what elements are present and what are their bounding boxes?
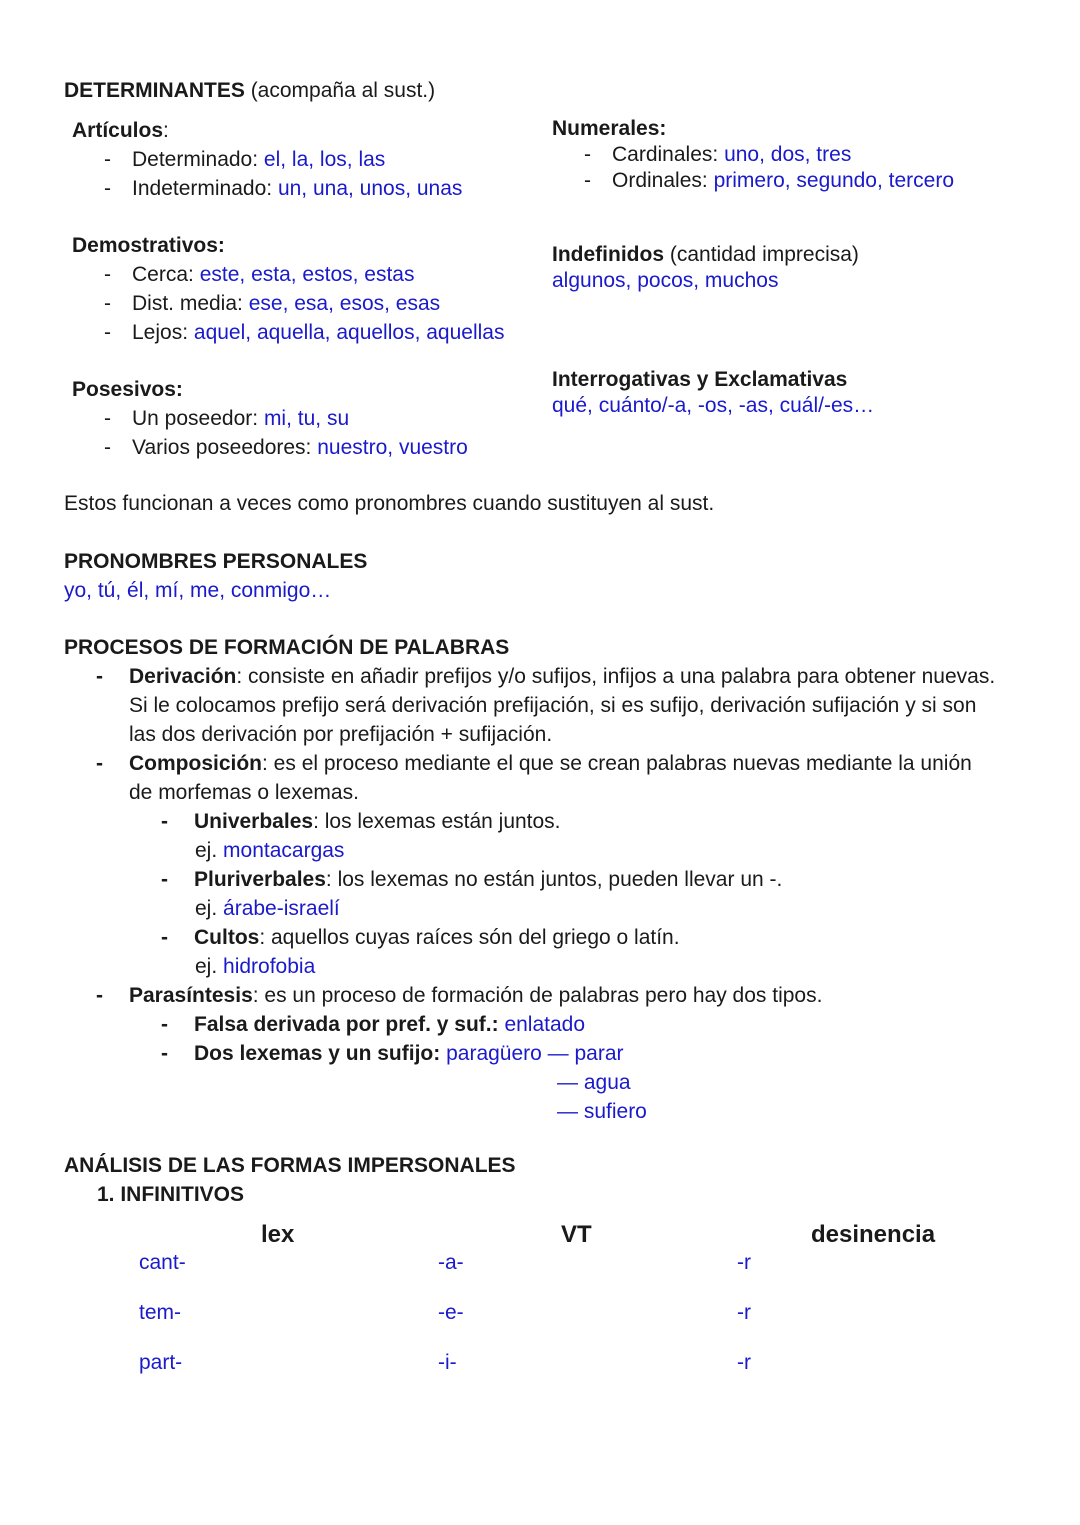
indefinidos-block: Indefinidos (cantidad imprecisa) algunos, pocos, muchos <box>552 243 859 292</box>
list-item: - Indeterminado: un, una, unos, unas <box>104 177 463 200</box>
posesivos-block <box>72 375 468 462</box>
analisis-title: ANÁLISIS DE LAS FORMAS IMPERSONALES <box>64 1154 516 1177</box>
table-cell: -r <box>737 1301 751 1324</box>
pronombres-title: PRONOMBRES PERSONALES <box>64 550 368 573</box>
list-item: - Derivación: consiste en añadir prefijos y/o sufijos, infijos a una palabra para obtener nuevas. <box>96 665 996 688</box>
list-item: - Varios poseedores: nuestro, vuestro <box>104 436 468 459</box>
articulos-block: Artículos: - Determinado: el, la, los, las - Indeterminado: un, una, unos, unas <box>72 116 462 203</box>
procesos-title: PROCESOS DE FORMACIÓN DE PALABRAS <box>64 636 510 659</box>
determinantes-note: Estos funcionan a veces como pronombres cuando sustituyen al sust. <box>64 492 715 515</box>
analisis-block <box>64 1151 516 1209</box>
numerales-block <box>552 116 954 194</box>
interrogativas-examples: qué, cuánto/-a, -os, -as, cuál/-es… <box>552 394 875 417</box>
articulos-heading: Artículos <box>72 119 164 142</box>
determinantes-heading <box>64 76 435 105</box>
table-cell: part- <box>139 1351 183 1374</box>
list-item: - Univerbales: los lexemas están juntos. <box>161 810 561 833</box>
determinantes-title: DETERMINANTES <box>64 79 245 102</box>
interrogativas-block <box>552 367 874 419</box>
list-item: - Dist. media: ese, esa, esos, esas <box>104 292 441 315</box>
list-item: - Falsa derivada por pref. y suf.: enlatado <box>161 1013 586 1036</box>
table-cell: -e- <box>438 1301 464 1324</box>
table-cell: -r <box>737 1251 751 1274</box>
demostrativos-heading: Demostrativos: <box>72 234 225 257</box>
table-header-lex: lex <box>261 1221 295 1248</box>
table-cell: tem- <box>139 1301 181 1324</box>
pronombres-block <box>64 547 367 605</box>
numerales-heading: Numerales: <box>552 117 667 140</box>
table-cell: -a- <box>438 1251 464 1274</box>
demostrativos-block <box>72 231 504 347</box>
table-cell: -r <box>737 1351 751 1374</box>
indefinidos-examples: algunos, pocos, muchos <box>552 269 779 292</box>
posesivos-heading: Posesivos: <box>72 378 183 401</box>
list-item: - Cardinales: uno, dos, tres <box>584 143 852 166</box>
list-item: - Ordinales: primero, segundo, tercero <box>584 169 955 192</box>
table-header-desinencia: desinencia <box>811 1221 936 1248</box>
table-cell: -i- <box>438 1351 457 1374</box>
table-header-vt: VT <box>561 1221 592 1248</box>
list-item: - Pluriverbales: los lexemas no están juntos, pueden llevar un -. <box>161 868 783 891</box>
list-item: - Cerca: este, esta, estos, estas <box>104 263 415 286</box>
infinitivos-heading: 1. INFINITIVOS <box>97 1183 245 1206</box>
list-item: - Determinado: el, la, los, las <box>104 148 386 171</box>
list-item: - Dos lexemas y un sufijo: paragüero — parar <box>161 1042 624 1065</box>
list-item: - Cultos: aquellos cuyas raíces són del griego o latín. <box>161 926 680 949</box>
list-item: - Un poseedor: mi, tu, su <box>104 407 350 430</box>
list-item: - Composición: es el proceso mediante el que se crean palabras nuevas mediante la unión <box>96 752 972 775</box>
pronombres-examples: yo, tú, él, mí, me, conmigo… <box>64 579 332 602</box>
procesos-block: PROCESOS DE FORMACIÓN DE PALABRAS - Derivación: consiste en añadir prefijos y/o sufijos, infijos a una palabra para obtener nuevas. Si le colocamos prefijo será derivación prefijación, si es sufijo, derivación sufijación y si son las dos derivación por prefijación + sufijación. - Composición: es el proceso mediante el que se crean palabras nuevas mediante la unión de morfemas o lexemas. - Univerbales: los lexemas están juntos. ej. montacargas - Pluriverbales: los lexemas no están juntos, pueden llevar un -. ej. árabe-israelí - Cultos: aquellos cuyas raíces són del griego o latín. ej. hidrofobia - Parasíntesis: es un proceso de formación de palabras pero hay dos tipos. - Falsa derivada por pref. y suf.: enlatado - Dos lexemas y un sufijo: paragüero — parar — agua — sufiero <box>64 636 996 1123</box>
list-item: - Parasíntesis: es un proceso de formación de palabras pero hay dos tipos. <box>96 984 823 1007</box>
table-cell: cant- <box>139 1251 186 1274</box>
determinantes-subtitle: (acompaña al sust.) <box>250 79 436 102</box>
interrogativas-heading: Interrogativas y Exclamativas <box>552 368 848 391</box>
indefinidos-heading: Indefinidos <box>552 243 664 266</box>
list-item: - Lejos: aquel, aquella, aquellos, aquellas <box>104 321 505 344</box>
